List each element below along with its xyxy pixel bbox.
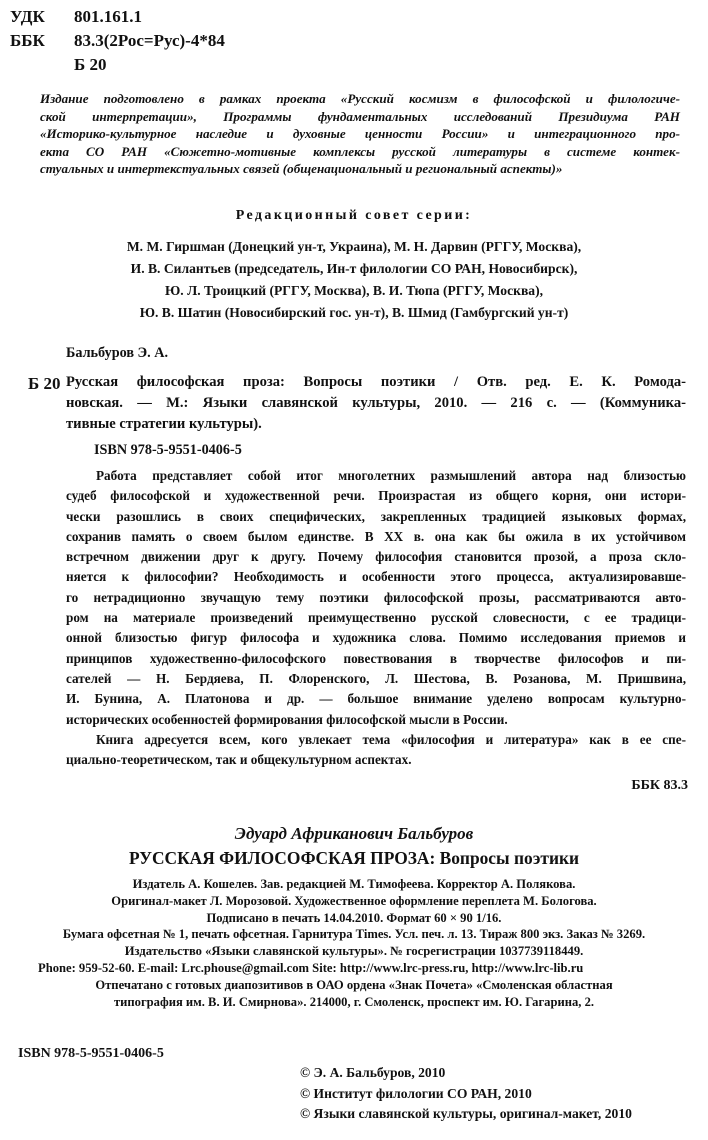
project-note: [40, 90, 680, 178]
udk-value: 801.161.1: [74, 7, 142, 26]
bib-line: тивные стратегии культуры).: [66, 416, 262, 432]
abstract-line: чески разошлись в своих специфических, закрепленных традицией языковых формах,: [66, 508, 686, 524]
abstract-line: сателей — Н. Бердяева, П. Флоренского, Л. Шестова, В. Розанова, М. Пришвина,: [66, 670, 686, 686]
council-line: М. М. Гиршман (Донецкий ун-т, Украина), М. Н. Дарвин (РГГУ, Москва),: [126, 239, 582, 254]
imprint-author: Эдуард Африканович Бальбуров: [234, 824, 474, 843]
classification-header: [10, 6, 225, 78]
council-title: Редакционный совет серии:: [235, 208, 473, 223]
abstract-line: онной близостью фигур философа и художника слова. Помимо исследования приемов и: [66, 630, 686, 646]
isbn-entry: ISBN 978-5-9551-0406-5: [94, 442, 242, 458]
project-note-line: екта СО РАН «Сюжетно-мотивные комплексы русской литературы в системе контек-: [40, 143, 680, 159]
imprint-line: Издатель А. Кошелев. Зав. редакцией М. Тимофеева. Корректор А. Полякова.: [132, 877, 576, 891]
imprint-line: Бумага офсетная № 1, печать офсетная. Гарнитура Times. Усл. печ. л. 13. Тираж 800 экз. Заказ № 3269.: [62, 927, 646, 942]
project-note-line: стуальных и интертекстуальных связей (общенациональный и региональный аспекты)»: [40, 161, 563, 176]
project-note-line: ской интерпретации», Программы фундаментальных исследований Президиума РАН: [40, 108, 680, 124]
udk-label: УДК: [10, 7, 45, 26]
abstract-line: исторических особенностей формирования философской мысли в России.: [66, 711, 508, 727]
bbk-label: ББК: [10, 31, 45, 50]
bibliographic-entry: [66, 372, 686, 435]
udk-row: [10, 6, 225, 30]
isbn-footer: ISBN 978-5-9551-0406-5: [18, 1046, 164, 1061]
copyright-line: © Институт филологии СО РАН, 2010: [300, 1085, 532, 1101]
imprint-line: Отпечатано с готовых диапозитивов в ОАО ордена «Знак Почета» «Смоленская областная: [95, 977, 613, 992]
imprint-title: РУССКАЯ ФИЛОСОФСКАЯ ПРОЗА: Вопросы поэтики: [129, 848, 579, 868]
abstract-line: сохранив память о своем былом единстве. В XX в. она как бы ожила в их устойчивом: [66, 528, 686, 544]
author-heading: Бальбуров Э. А.: [66, 345, 169, 361]
abstract-line: Книга адресуется всем, кого увлекает тема «философия и литература» как в ее спе-: [96, 731, 686, 747]
copyright-line: © Э. А. Бальбуров, 2010: [300, 1065, 446, 1080]
council-line: И. В. Силантьев (председатель, Ин-т филологии СО РАН, Новосибирск),: [130, 261, 578, 276]
abstract-line: ром на материале произведений преимущественно русской словесности, с ее традици-: [66, 610, 686, 626]
council-line: Ю. В. Шатин (Новосибирский гос. ун-т), В. Шмид (Гамбургский ун-т): [139, 305, 569, 320]
author-mark-row: [10, 54, 225, 78]
copyright-line: © Языки славянской культуры, оригинал-макет, 2010: [300, 1106, 632, 1121]
abstract: [66, 466, 686, 770]
abstract-line: Работа представляет собой итог многолетних размышлений автора над близостью: [96, 468, 686, 483]
bib-line: Русская философская проза: Вопросы поэтики / Отв. ред. Е. К. Ромода-: [66, 374, 686, 390]
abstract-line: И. Бунина, А. Платонова и др. — большое внимание уделено вопросам культурно-: [66, 691, 686, 707]
imprint-line: Подписано в печать 14.04.2010. Формат 60 × 90 1/16.: [206, 910, 502, 925]
copyright-block: [300, 1063, 632, 1125]
bib-line: новская. — М.: Языки славянской культуры, 2010. — 216 с. — (Коммуника-: [66, 395, 686, 411]
bbk-value: 83.3(2Рос=Рус)-4*84: [74, 31, 225, 50]
project-note-line: Издание подготовлено в рамках проекта «Русский космизм в философской и филологиче-: [40, 91, 680, 106]
abstract-line: принципов художественно-философского повествования в творчестве философов и пи-: [66, 650, 686, 666]
council-line: Ю. Л. Троицкий (РГГУ, Москва), В. И. Тюпа (РГГУ, Москва),: [164, 283, 544, 298]
bbk-row: [10, 30, 225, 54]
editorial-council: [0, 236, 708, 324]
abstract-line: судеб философской и художественной речи. Произрастая из общего корня, они истори-: [66, 488, 686, 504]
bbk-footer: ББК 83.3: [631, 778, 688, 793]
imprint-line: типография им. В. И. Смирнова». 214000, г. Смоленск, проспект им. Ю. Гагарина, 2.: [113, 994, 595, 1009]
imprint-line: Оригинал-макет Л. Морозовой. Художественное оформление переплета М. Бологова.: [111, 893, 597, 908]
project-note-line: «Историко-культурное наследие и духовные ценности России» и интеграционного про-: [40, 126, 680, 141]
entry-mark: Б 20: [28, 374, 61, 393]
abstract-line: встречном движении друг к другу. Почему философия становится прозой, а проза скло-: [66, 549, 686, 565]
abstract-line: няется к философии? Необходимость и особенности этого процесса, актуализировавше-: [66, 569, 686, 585]
imprint-details: [0, 876, 708, 1010]
abstract-line: го нетрадиционно звучащую тему поэтики философской прозы, рассматриваются авто-: [66, 589, 686, 605]
imprint-line: Издательство «Языки славянской культуры». № госрегистрации 1037739118449.: [124, 944, 584, 959]
abstract-line: циально-теоретическом, так и общекультурном аспектах.: [66, 752, 412, 768]
author-mark: Б 20: [74, 55, 107, 74]
imprint-line: Phone: 959-52-60. E-mail: Lrc.phouse@gmail.com Site: http://www.lrc-press.ru, http://www.lrc-lib.ru: [38, 960, 584, 975]
